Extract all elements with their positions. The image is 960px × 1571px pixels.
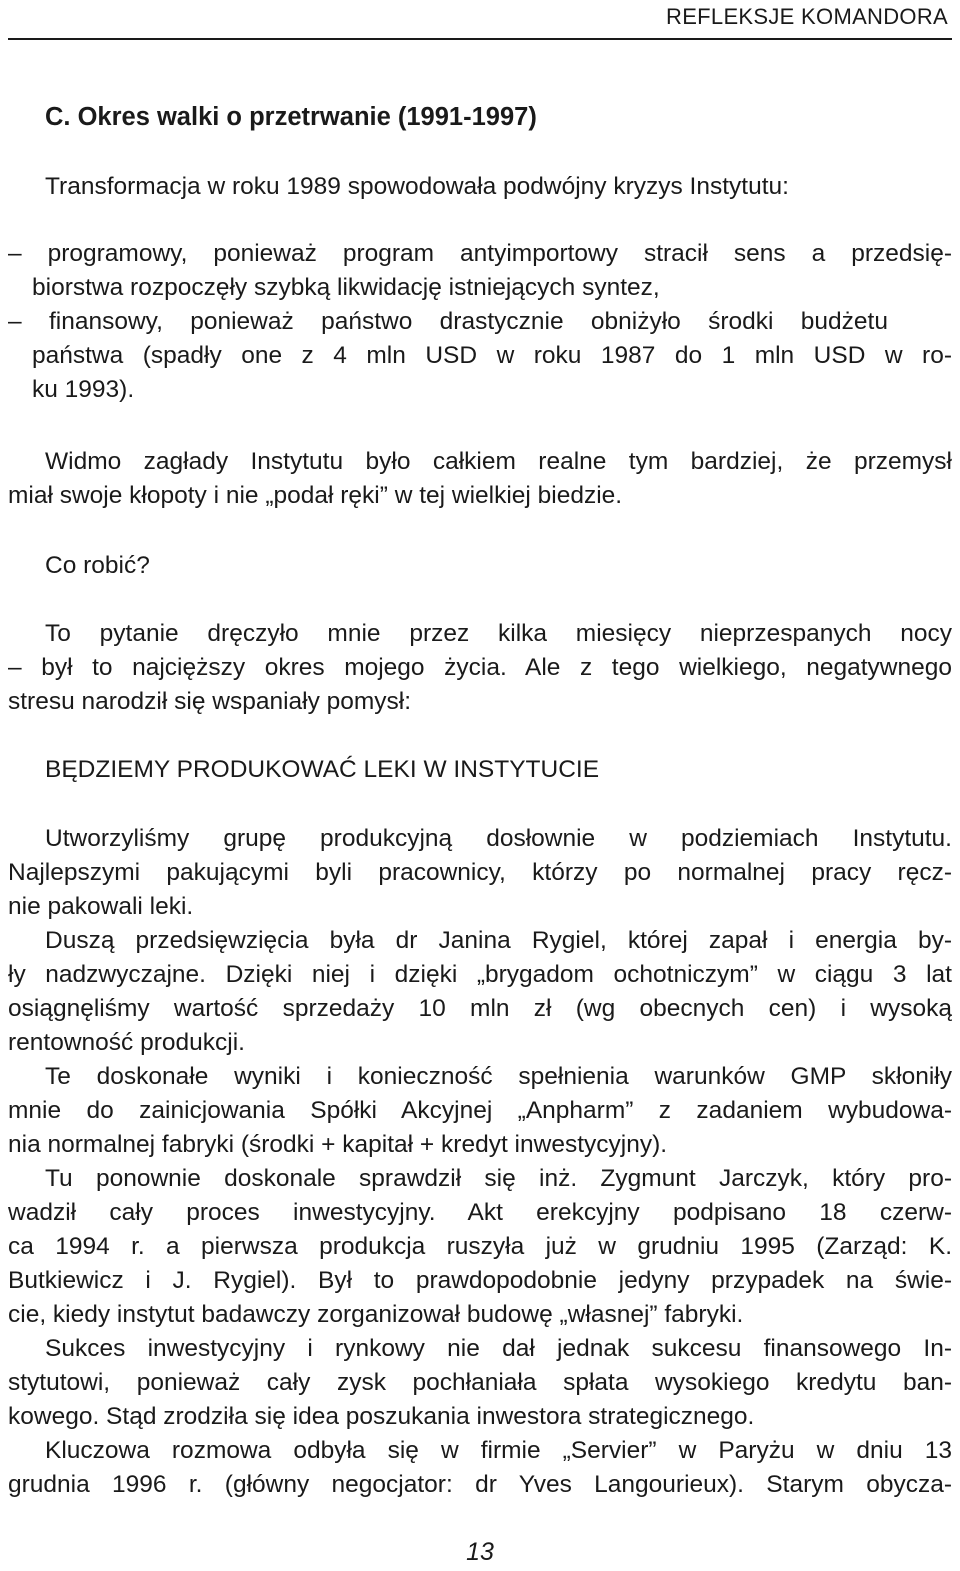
paragraph-line: Utworzyliśmy grupę produkcyjną dosłownie w podziemiach Instytutu. — [45, 825, 952, 852]
paragraph-line: osiągnęliśmy wartość sprzedaży 10 mln zł (wg obecnych cen) i wysoką — [8, 995, 952, 1022]
running-header: REFLEKSJE KOMANDORA — [666, 4, 948, 29]
paragraph-line: kowego. Stąd zrodziła się idea poszukania inwestora strategicznego. — [8, 1403, 755, 1430]
paragraph-sukces — [8, 1332, 952, 1434]
slogan-heading: BĘDZIEMY PRODUKOWAĆ LEKI W INSTYTUCIE — [45, 756, 600, 783]
paragraph-servier — [8, 1434, 952, 1502]
paragraph-utworzylismy — [8, 822, 952, 924]
header-divider — [8, 38, 952, 40]
paragraph-question: Co robić? — [45, 552, 150, 579]
list-item-programowy-line: – programowy, ponieważ program antyimportowy stracił sens a przedsię- — [8, 240, 952, 267]
paragraph-jarczyk — [8, 1162, 952, 1332]
paragraph-line: nie pakowali leki. — [8, 893, 194, 920]
paragraph-line: Widmo zagłady Instytutu było całkiem realne tym bardziej, że przemysł — [45, 448, 952, 475]
paragraph-line: Najlepszymi pakującymi byli pracownicy, którzy po normalnej pracy ręcz- — [8, 859, 952, 886]
paragraph-line: Te doskonałe wyniki i konieczność spełnienia warunków GMP skłoniły — [45, 1063, 952, 1090]
paragraph-line: stresu narodził się wspaniały pomysł: — [8, 688, 412, 715]
paragraph-line: Duszą przedsięwzięcia była dr Janina Rygiel, której zapał i energia by- — [45, 927, 952, 954]
paragraph-line: mnie do zainicjowania Spółki Akcyjnej „Anpharm” z zadaniem wybudowa- — [8, 1097, 952, 1124]
intro-paragraph: Transformacja w roku 1989 spowodowała podwójny kryzys Instytutu: — [45, 173, 789, 200]
paragraph-gmp — [8, 1060, 952, 1162]
paragraph-line: miał swoje kłopoty i nie „podał ręki” w tej wielkiej biedzie. — [8, 482, 623, 509]
list-item-finansowy-line: – finansowy, ponieważ państwo drastycznie obniżyło środki budżetu — [8, 308, 888, 335]
paragraph-line: wadził cały proces inwestycyjny. Akt erekcyjny podpisano 18 czerw- — [8, 1199, 952, 1226]
paragraph-widmo — [8, 445, 952, 513]
paragraph-line: rentowność produkcji. — [8, 1029, 245, 1056]
crisis-list — [8, 237, 952, 407]
paragraph-line: To pytanie dręczyło mnie przez kilka miesięcy nieprzespanych nocy — [45, 620, 952, 647]
section-title: C. Okres walki o przetrwanie (1991-1997) — [45, 103, 537, 131]
paragraph-line: Sukces inwestycyjny i rynkowy nie dał jednak sukcesu finansowego In- — [45, 1335, 952, 1362]
paragraph-line: ły nadzwyczajne. Dzięki niej i dzięki „brygadom ochotniczym” w ciągu 3 lat — [8, 961, 952, 988]
paragraph-line: – był to najcięższy okres mojego życia. Ale z tego wielkiego, negatywnego — [8, 654, 952, 681]
paragraph-dusza — [8, 924, 952, 1060]
paragraph-line: grudnia 1996 r. (główny negocjator: dr Yves Langourieux). Starym obycza- — [8, 1471, 952, 1498]
paragraph-line: Tu ponownie doskonale sprawdził się inż. Zygmunt Jarczyk, który pro- — [45, 1165, 952, 1192]
list-item-finansowy-line: państwa (spadły one z 4 mln USD w roku 1987 do 1 mln USD w ro- — [32, 342, 952, 369]
paragraph-line: nia normalnej fabryki (środki + kapitał + kredyt inwestycyjny). — [8, 1131, 668, 1158]
paragraph-line: Butkiewicz i J. Rygiel). Był to prawdopodobnie jedyny przypadek na świe- — [8, 1267, 952, 1294]
paragraph-pytanie — [8, 617, 952, 719]
paragraph-line: Kluczowa rozmowa odbyła się w firmie „Servier” w Paryżu w dniu 13 — [45, 1437, 952, 1464]
paragraph-line: ca 1994 r. a pierwsza produkcja ruszyła już w grudniu 1995 (Zarząd: K. — [8, 1233, 952, 1260]
paragraph-line: cie, kiedy instytut badawczy zorganizował budowę „własnej” fabryki. — [8, 1301, 744, 1328]
paragraph-line: stytutowi, ponieważ cały zysk pochłaniała spłata wysokiego kredytu ban- — [8, 1369, 952, 1396]
list-item-finansowy-line: ku 1993). — [32, 376, 135, 403]
list-item-programowy-line: biorstwa rozpoczęły szybką likwidację istniejących syntez, — [32, 274, 660, 301]
page-number: 13 — [466, 1538, 494, 1566]
